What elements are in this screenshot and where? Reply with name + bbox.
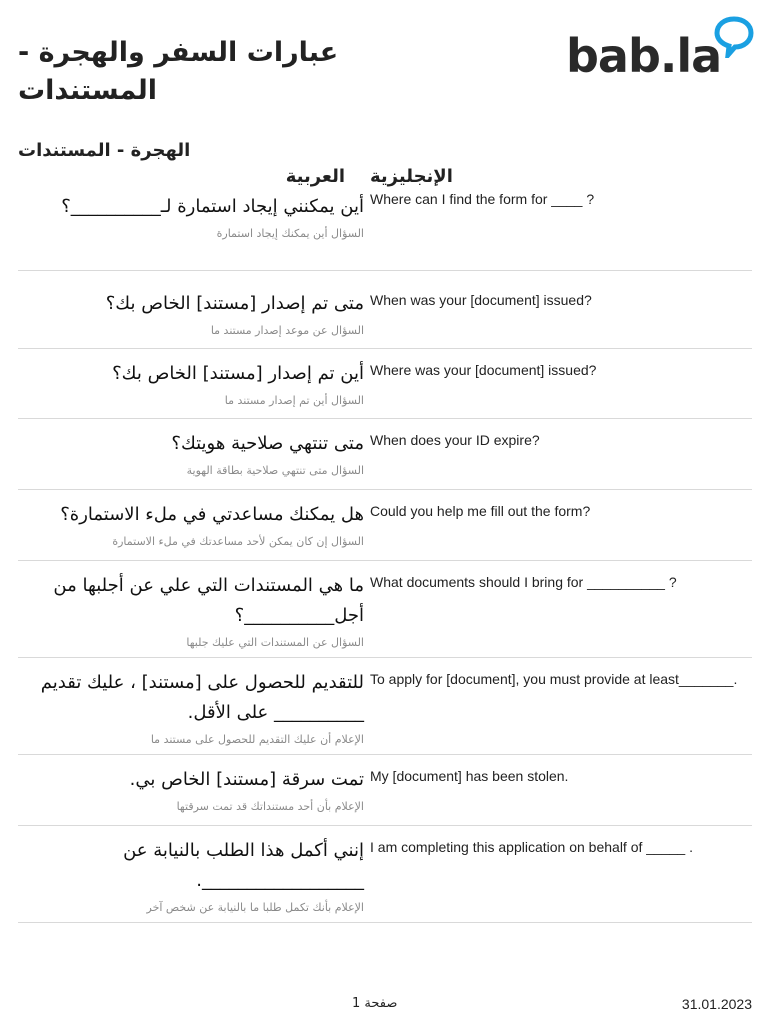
document-date: 31.01.2023: [681, 996, 752, 1012]
arabic-phrase: أين تم إصدار [مستند] الخاص بك؟: [112, 363, 364, 384]
usage-note: الإعلام أن عليك التقديم للحصول على مستند ما: [150, 733, 364, 746]
usage-note: الإعلام بأن أحد مستنداتك قد تمت سرقتها: [176, 800, 364, 813]
table-row: [18, 271, 752, 349]
table-row: [18, 490, 752, 561]
table-row: [18, 349, 752, 419]
english-phrase: Could you help me fill out the form?: [370, 503, 591, 519]
usage-note: السؤال إن كان يمكن لأحد مساعدتك في ملء الاستمارة: [112, 535, 364, 548]
usage-note: الإعلام بأنك تكمل طلبا ما بالنيابة عن شخص آخر: [146, 901, 364, 914]
usage-note: السؤال أين تم إصدار مستند ما: [224, 394, 364, 407]
arabic-phrase: تمت سرقة [مستند] الخاص بي.: [129, 769, 364, 790]
table-row: [18, 755, 752, 826]
page-number: صفحة 1: [352, 996, 398, 1011]
usage-note: السؤال عن المستندات التي عليك جلبها: [186, 636, 364, 649]
arabic-phrase: للتقديم للحصول على [مستند] ، عليك تقديم __________ على الأقل.: [40, 672, 364, 723]
english-phrase: What documents should I bring for __________ ?: [370, 574, 677, 590]
arabic-phrase: إنني أكمل هذا الطلب بالنيابة عن __________________.: [123, 840, 364, 891]
usage-note: السؤال متى تنتهي صلاحية بطاقة الهوية: [186, 464, 364, 477]
column-header-arabic: العربية: [285, 166, 345, 187]
logo-wordmark: bab.la: [566, 29, 722, 83]
english-phrase: Where can I find the form for ____ ?: [370, 191, 595, 207]
arabic-phrase: متى تنتهي صلاحية هويتك؟: [171, 433, 364, 454]
table-row: [18, 561, 752, 658]
usage-note: السؤال عن موعد إصدار مستند ما: [210, 324, 364, 337]
table-row: [18, 826, 752, 923]
speech-bubble-icon: [714, 16, 754, 58]
column-header-english: الإنجليزية: [370, 166, 453, 187]
phrase-table: [18, 188, 752, 923]
english-phrase: When was your [document] issued?: [370, 292, 592, 308]
bab-la-logo: [566, 16, 756, 82]
page-title: عبارات السفر والهجرة - المستندات: [18, 37, 339, 106]
arabic-phrase: ما هي المستندات التي علي عن أجلبها من أجل__________؟: [53, 575, 364, 626]
english-phrase: My [document] has been stolen.: [370, 768, 569, 784]
arabic-phrase: هل يمكنك مساعدتي في ملء الاستمارة؟: [60, 504, 364, 525]
table-row: [18, 658, 752, 755]
english-phrase: To apply for [document], you must provide at least_______.: [370, 671, 738, 687]
usage-note: السؤال أين يمكنك إيجاد استمارة: [216, 227, 364, 240]
english-phrase: Where was your [document] issued?: [370, 362, 597, 378]
english-phrase: When does your ID expire?: [370, 432, 540, 448]
category-heading: الهجرة - المستندات: [18, 140, 191, 161]
arabic-phrase: متى تم إصدار [مستند] الخاص بك؟: [105, 293, 364, 314]
table-row: [18, 188, 752, 271]
table-row: [18, 419, 752, 490]
english-phrase: I am completing this application on behalf of _____ .: [370, 839, 693, 855]
arabic-phrase: أين يمكنني إيجاد استمارة لـ__________؟: [61, 196, 364, 217]
